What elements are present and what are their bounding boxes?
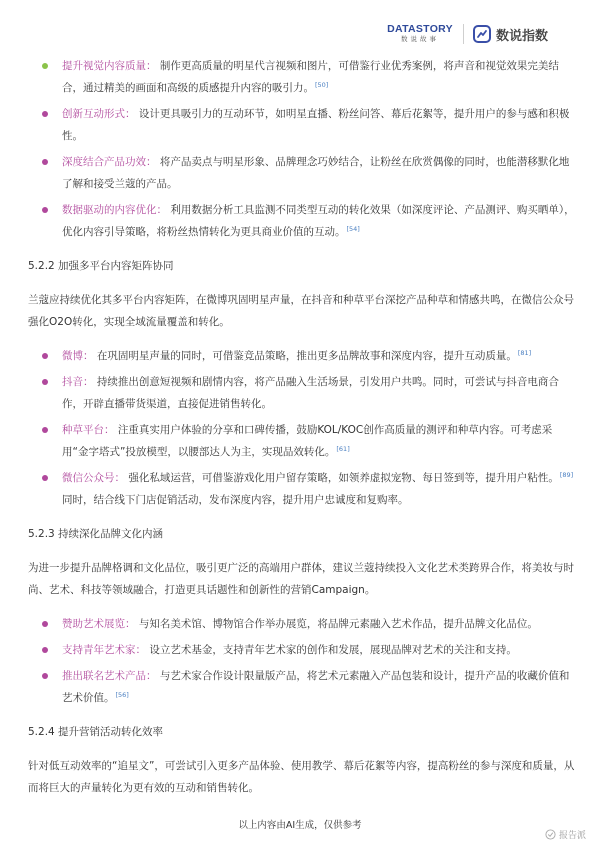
section-523-intro: 为进一步提升品牌格调和文化品位，吸引更广泛的高端用户群体，建议兰蔻持续投入文化艺术类跨界合作，将美妆与时尚、艺术、科技等领域融合，打造更具话题性和创新性的营销Campaign。 bbox=[28, 562, 574, 596]
list-item: 抖音： 持续推出创意短视频和剧情内容，将产品融入生活场景，引发用户共鸣。同时，可尝试与抖音电商合作，开辟直播带货渠道，直接促进销售转化。 bbox=[28, 371, 576, 415]
watermark-text: 报告派 bbox=[558, 831, 586, 841]
citation-link[interactable]: [50] bbox=[315, 80, 329, 89]
list-item: 微博： 在巩固明星声量的同时，可借鉴竞品策略，推出更多品牌故事和深度内容，提升互动质量。[81] bbox=[28, 345, 576, 367]
bullet-text: 将产品卖点与明星形象、品牌理念巧妙结合，让粉丝在欣赏偶像的同时，也能潜移默化地了解和接受兰蔻的产品。 bbox=[62, 156, 570, 190]
bullet-dot bbox=[42, 647, 48, 653]
bullet-dot bbox=[42, 159, 48, 165]
bullet-dot bbox=[42, 475, 48, 481]
section-heading-523: 5.2.3 持续深化品牌文化内涵 bbox=[28, 528, 164, 540]
citation-link[interactable]: [89] bbox=[559, 470, 574, 479]
list-item: 赞助艺术展览： 与知名美术馆、博物馆合作举办展览，将品牌元素融入艺术作品，提升品牌文化品位。 bbox=[28, 613, 576, 635]
bullet-term: 推出联名艺术产品 bbox=[62, 670, 146, 682]
bullet-term: 微博 bbox=[62, 350, 83, 362]
bullet-text: 设立艺术基金，支持青年艺术家的创作和发展，展现品牌对艺术的关注和支持。 bbox=[149, 644, 517, 656]
bullet-text: 强化私域运营，可借鉴游戏化用户留存策略，如领养虚拟宠物、每日签到等，提升用户粘性。 bbox=[128, 472, 559, 484]
section-522-list bbox=[28, 345, 576, 511]
bullet-dot bbox=[42, 379, 48, 385]
list-item: 微信公众号： 强化私域运营，可借鉴游戏化用户留存策略，如领养虚拟宠物、每日签到等，提升用户粘性。[89] 同时，结合线下门店促销活动，发布深度内容，提升用户忠诚度和复购率。 bbox=[28, 467, 576, 511]
bullet-text: 持续推出创意短视频和剧情内容，将产品融入生活场景，引发用户共鸣。同时，可尝试与抖音电商合作，开辟直播带货渠道，直接促进销售转化。 bbox=[62, 376, 559, 410]
bullet-text: 制作更高质量的明星代言视频和图片，可借鉴行业优秀案例，将声音和视觉效果完美结合，通过精美的画面和高级的质感提升内容的吸引力。 bbox=[62, 60, 559, 94]
section-522-intro: 兰蔻应持续优化其多平台内容矩阵，在微博巩固明星声量，在抖音和种草平台深挖产品种草和情感共鸣，在微信公众号强化O2O转化，实现全域流量覆盖和转化。 bbox=[28, 294, 574, 328]
list-item: 提升视觉内容质量： 制作更高质量的明星代言视频和图片，可借鉴行业优秀案例，将声音和视觉效果完美结合，通过精美的画面和高级的质感提升内容的吸引力。[50] bbox=[28, 55, 576, 99]
report-body bbox=[28, 55, 576, 811]
bullet-text-tail: 同时，结合线下门店促销活动，发布深度内容，提升用户忠诚度和复购率。 bbox=[62, 494, 409, 506]
bullet-term: 数据驱动的内容优化 bbox=[62, 204, 157, 216]
watermark-icon bbox=[545, 829, 556, 840]
bullet-dot bbox=[42, 673, 48, 679]
page-header bbox=[387, 24, 548, 44]
bullet-text: 利用数据分析工具监测不同类型互动的转化效果（如深度评论、产品测评、购买晒单），优化内容引导策略，将粉丝热情转化为更具商业价值的互动。 bbox=[62, 204, 575, 238]
section-523-list bbox=[28, 613, 576, 709]
bullet-term: 深度结合产品功效 bbox=[62, 156, 146, 168]
bullet-term: 赞助艺术展览 bbox=[62, 618, 125, 630]
section-heading-524: 5.2.4 提升营销活动转化效率 bbox=[28, 726, 164, 738]
datastory-logo-text: DATASTORY bbox=[387, 23, 453, 35]
bullet-text: 设计更具吸引力的互动环节，如明星直播、粉丝问答、幕后花絮等，提升用户的参与感和积极性。 bbox=[62, 108, 570, 142]
brand-name: 数说指数 bbox=[495, 28, 548, 44]
list-item: 创新互动形式： 设计更具吸引力的互动环节，如明星直播、粉丝问答、幕后花絮等，提升用户的参与感和积极性。 bbox=[28, 103, 576, 147]
bullet-term: 支持青年艺术家 bbox=[62, 644, 136, 656]
bullet-term: 提升视觉内容质量 bbox=[62, 60, 146, 72]
watermark bbox=[545, 828, 586, 841]
list-item: 推出联名艺术产品： 与艺术家合作设计限量版产品，将艺术元素融入产品包装和设计，提升产品的收藏价值和艺术价值。[56] bbox=[28, 665, 576, 709]
bullet-dot bbox=[42, 207, 48, 213]
citation-link[interactable]: [54] bbox=[346, 224, 360, 233]
bullet-dot bbox=[42, 111, 48, 117]
brand-logo-icon bbox=[473, 25, 491, 43]
bullet-dot bbox=[42, 353, 48, 359]
bullet-term: 抖音 bbox=[62, 376, 83, 388]
bullet-term: 种草平台 bbox=[62, 424, 104, 436]
citation-link[interactable]: [61] bbox=[336, 444, 350, 453]
ai-disclaimer: 以上内容由AI生成，仅供参考 bbox=[238, 820, 362, 831]
datastory-logo bbox=[387, 24, 453, 44]
list-item: 数据驱动的内容优化： 利用数据分析工具监测不同类型互动的转化效果（如深度评论、产品测评、购买晒单），优化内容引导策略，将粉丝热情转化为更具商业价值的互动。[54] bbox=[28, 199, 576, 243]
header-divider bbox=[463, 24, 464, 44]
bullet-dot bbox=[42, 621, 48, 627]
datastory-logo-cn: 数说故事 bbox=[401, 35, 440, 43]
list-item: 支持青年艺术家： 设立艺术基金，支持青年艺术家的创作和发展，展现品牌对艺术的关注和支持。 bbox=[28, 639, 576, 661]
bullet-term: 微信公众号 bbox=[62, 472, 115, 484]
bullet-dot bbox=[42, 427, 48, 433]
section1-list bbox=[28, 55, 576, 243]
bullet-text: 与知名美术馆、博物馆合作举办展览，将品牌元素融入艺术作品，提升品牌文化品位。 bbox=[138, 618, 538, 630]
bullet-text: 注重真实用户体验的分享和口碑传播，鼓励KOL/KOC创作高质量的测评和种草内容。可考虑采用“金字塔式”投放模型，以腰部达人为主，实现品效转化。 bbox=[62, 424, 553, 458]
list-item: 深度结合产品功效： 将产品卖点与明星形象、品牌理念巧妙结合，让粉丝在欣赏偶像的同时，也能潜移默化地了解和接受兰蔻的产品。 bbox=[28, 151, 576, 195]
citation-link[interactable]: [81] bbox=[517, 348, 532, 357]
citation-link[interactable]: [56] bbox=[115, 690, 129, 699]
section-heading-522: 5.2.2 加强多平台内容矩阵协同 bbox=[28, 260, 174, 272]
list-item: 种草平台： 注重真实用户体验的分享和口碑传播，鼓励KOL/KOC创作高质量的测评和种草内容。可考虑采用“金字塔式”投放模型，以腰部达人为主，实现品效转化。[61] bbox=[28, 419, 576, 463]
bullet-dot bbox=[42, 63, 48, 69]
section-524-intro: 针对低互动效率的“追星文”，可尝试引入更多产品体验、使用教学、幕后花絮等内容，提高粉丝的参与深度和质量，从而将巨大的声量转化为更有效的互动和销售转化。 bbox=[28, 760, 575, 794]
bullet-text: 在巩固明星声量的同时，可借鉴竞品策略，推出更多品牌故事和深度内容，提升互动质量。 bbox=[96, 350, 517, 362]
bullet-text: 与艺术家合作设计限量版产品，将艺术元素融入产品包装和设计，提升产品的收藏价值和艺术价值。 bbox=[62, 670, 570, 704]
bullet-term: 创新互动形式 bbox=[62, 108, 125, 120]
